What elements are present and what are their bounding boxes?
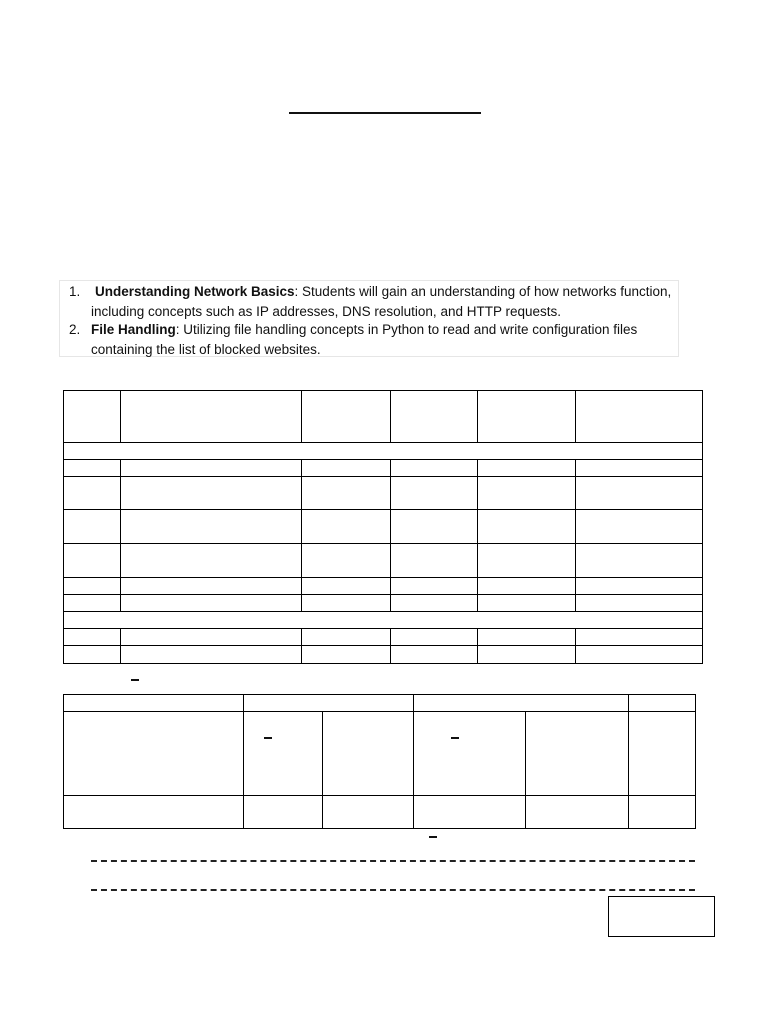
tick-mark <box>429 836 437 838</box>
objective-title: File Handling <box>91 322 176 337</box>
table-cell <box>391 477 478 510</box>
table-row <box>64 578 703 595</box>
table-cell <box>244 695 414 712</box>
table-cell <box>302 477 391 510</box>
table-cell <box>64 391 121 443</box>
table-cell <box>302 460 391 477</box>
table-cell <box>64 712 244 796</box>
table-cell <box>121 477 302 510</box>
table-cell <box>414 695 629 712</box>
table-row <box>64 712 696 796</box>
table-cell <box>391 544 478 578</box>
table-cell <box>121 460 302 477</box>
table-cell <box>64 646 121 664</box>
table-cell <box>576 544 703 578</box>
table-cell <box>64 510 121 544</box>
table-cell <box>414 796 526 829</box>
list-text <box>91 282 676 321</box>
table-cell <box>121 578 302 595</box>
table-cell <box>414 712 526 796</box>
table-cell <box>478 544 576 578</box>
table-cell <box>576 460 703 477</box>
table-cell <box>478 629 576 646</box>
table-cell <box>576 477 703 510</box>
table-cell <box>121 510 302 544</box>
objective-title: Understanding Network Basics <box>95 284 295 299</box>
table-cell <box>478 477 576 510</box>
table-row <box>64 544 703 578</box>
table-cell <box>576 578 703 595</box>
table-cell <box>302 646 391 664</box>
table-cell <box>323 796 414 829</box>
table-row <box>64 595 703 612</box>
summary-table <box>63 694 696 829</box>
table-row <box>64 796 696 829</box>
table-cell <box>121 646 302 664</box>
table-cell <box>302 544 391 578</box>
table-cell <box>391 595 478 612</box>
table-cell <box>64 629 121 646</box>
table-cell <box>576 629 703 646</box>
table-cell <box>244 712 323 796</box>
table-cell <box>391 629 478 646</box>
table-cell <box>629 695 696 712</box>
table-cell <box>121 629 302 646</box>
table-cell <box>391 460 478 477</box>
table-cell <box>64 695 244 712</box>
table-row <box>64 460 703 477</box>
table-row <box>64 646 703 664</box>
table-cell <box>478 595 576 612</box>
list-number: 1. <box>69 284 81 299</box>
table-cell <box>64 544 121 578</box>
table-row <box>64 510 703 544</box>
table-cell <box>302 578 391 595</box>
rubric-table <box>63 390 703 664</box>
table-cell <box>391 646 478 664</box>
table-cell <box>629 796 696 829</box>
tick-mark <box>451 737 459 739</box>
list-text <box>91 320 676 359</box>
table-cell <box>391 391 478 443</box>
objective-description: : Students will gain an understanding of how networks function, including concepts such as IP addresses, DNS resolution, and HTTP requests. <box>91 284 672 319</box>
table-cell <box>64 595 121 612</box>
table-section-row <box>64 443 703 460</box>
table-cell <box>478 391 576 443</box>
table-cell <box>302 629 391 646</box>
table-cell <box>478 510 576 544</box>
table-cell <box>526 712 629 796</box>
tick-mark <box>131 679 139 681</box>
table-row <box>64 477 703 510</box>
table-cell <box>64 460 121 477</box>
table-cell <box>244 796 323 829</box>
table-cell <box>121 544 302 578</box>
table-cell <box>391 510 478 544</box>
table-header-row <box>64 695 696 712</box>
signature-dashed-line <box>91 889 695 891</box>
table-cell <box>526 796 629 829</box>
table-cell <box>576 595 703 612</box>
table-cell <box>64 578 121 595</box>
marks-box <box>608 896 715 937</box>
objectives-list <box>59 280 679 357</box>
table-cell <box>121 391 302 443</box>
signature-dashed-line <box>91 860 695 862</box>
table-cell <box>478 460 576 477</box>
table-cell <box>478 578 576 595</box>
table-cell <box>64 796 244 829</box>
table-cell <box>64 477 121 510</box>
table-cell <box>576 510 703 544</box>
list-number: 2. <box>69 322 81 337</box>
table-cell <box>302 391 391 443</box>
tick-mark <box>264 737 272 739</box>
table-cell <box>302 510 391 544</box>
table-section-row <box>64 612 703 629</box>
table-cell <box>121 595 302 612</box>
table-cell <box>64 443 703 460</box>
table-cell <box>391 578 478 595</box>
title-underline <box>289 112 481 114</box>
table-cell <box>629 712 696 796</box>
table-header-row <box>64 391 703 443</box>
table-cell <box>323 712 414 796</box>
table-row <box>64 629 703 646</box>
table-cell <box>576 646 703 664</box>
table-cell <box>478 646 576 664</box>
table-cell <box>302 595 391 612</box>
objective-description: : Utilizing file handling concepts in Python to read and write configuration files containing the list of blocked websites. <box>91 322 638 357</box>
table-cell <box>576 391 703 443</box>
table-cell <box>64 612 703 629</box>
